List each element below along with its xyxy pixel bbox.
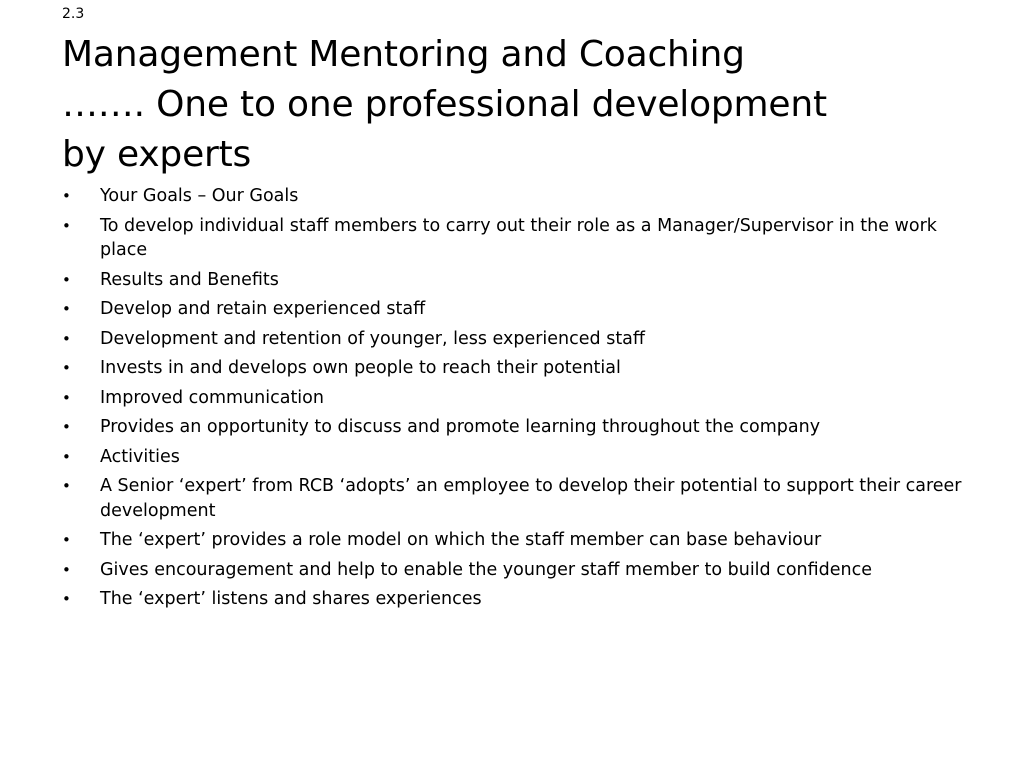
list-item	[62, 587, 972, 612]
list-item-text: Gives encouragement and help to enable the younger staff member to build confidence	[100, 559, 873, 580]
list-item-text: Invests in and develops own people to reach their potential	[100, 358, 621, 378]
list-item	[62, 356, 972, 381]
title-line-1: Management Mentoring and Coaching	[62, 34, 745, 75]
list-item	[62, 214, 972, 263]
title-line-3: by experts	[62, 134, 252, 175]
bullet-icon: •	[62, 216, 71, 235]
list-item-text: Activities	[100, 446, 180, 467]
list-item	[62, 268, 972, 293]
bullet-icon: •	[62, 418, 71, 436]
bullet-icon: •	[62, 300, 71, 318]
list-item-text: Development and retention of younger, less experienced staff	[100, 328, 645, 349]
list-item	[62, 184, 972, 209]
list-item	[62, 327, 972, 352]
list-item-text: Provides an opportunity to discuss and promote learning throughout the company	[100, 417, 821, 437]
list-item-text: Improved communication	[100, 387, 324, 408]
bullet-icon: •	[62, 477, 71, 495]
list-item	[62, 558, 972, 583]
list-item-text: Your Goals – Our Goals	[100, 186, 299, 206]
bullet-list	[62, 184, 972, 617]
list-item	[62, 474, 972, 523]
list-item	[62, 445, 972, 470]
slide-title	[62, 30, 1002, 180]
section-number: 2.3	[62, 6, 85, 22]
bullet-icon: •	[62, 560, 71, 579]
list-item	[62, 528, 972, 553]
list-item-text: To develop individual staff members to carry out their role as a Manager/Supervisor in the work place	[100, 215, 937, 260]
list-item-text: Develop and retain experienced staff	[100, 299, 426, 319]
bullet-icon: •	[62, 187, 71, 205]
bullet-icon: •	[62, 531, 71, 549]
bullet-icon: •	[62, 447, 71, 466]
list-item-text: The ‘expert’ listens and shares experiences	[100, 589, 482, 609]
bullet-icon: •	[62, 388, 71, 407]
list-item-text: Results and Benefits	[100, 269, 279, 290]
list-item	[62, 297, 972, 322]
bullet-icon: •	[62, 359, 71, 377]
list-item-text: The ‘expert’ provides a role model on which the staff member can base behaviour	[100, 530, 822, 550]
bullet-icon: •	[62, 329, 71, 348]
list-item	[62, 386, 972, 411]
bullet-icon: •	[62, 590, 71, 608]
list-item-text: A Senior ‘expert’ from RCB ‘adopts’ an employee to develop their potential to support their career development	[100, 476, 962, 521]
title-line-2: ……. One to one professional development	[62, 84, 827, 125]
list-item	[62, 415, 972, 440]
bullet-icon: •	[62, 270, 71, 289]
